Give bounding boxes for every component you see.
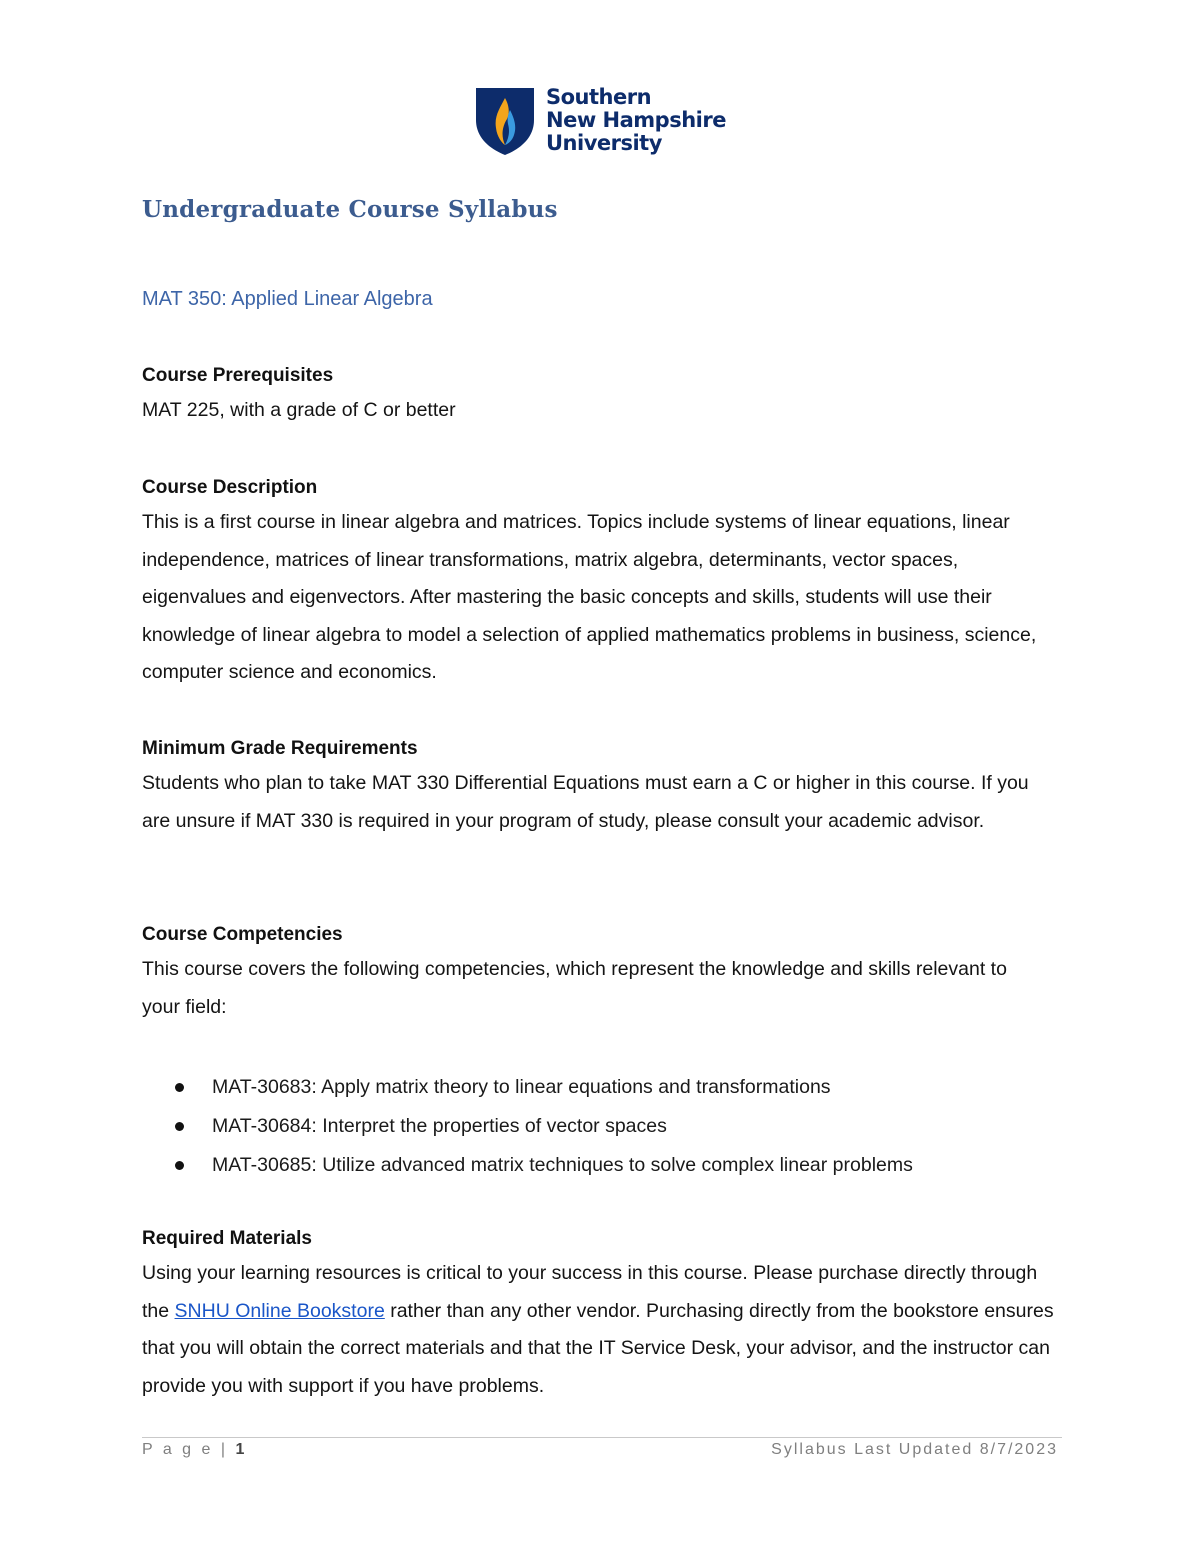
footer-divider: [142, 1437, 1062, 1438]
snhu-logo: [474, 86, 734, 158]
description-text: This is a first course in linear algebra and matrices. Topics include systems of linear equations, linear independence, matrices of linear transformations, matrix algebra, determinants, vector spaces, eigenvalues and eigenvectors. After mastering the basic concepts and skills, students will use their knowledge of linear algebra to model a selection of applied mathematics problems in business, science, computer science and economics.: [142, 511, 1037, 683]
materials-section: [142, 1227, 1062, 1405]
materials-text-before: Using your learning resources is critical to your success in this course. Please purchase directly through the: [142, 1262, 1038, 1322]
grade-requirements-heading: Minimum Grade Requirements: [142, 738, 418, 759]
page-number: [142, 1441, 247, 1459]
prerequisites-heading: Course Prerequisites: [142, 365, 334, 386]
prerequisites-text: MAT 225, with a grade of C or better: [142, 399, 456, 421]
materials-heading: Required Materials: [142, 1228, 312, 1249]
bullet-icon: [175, 1122, 184, 1131]
competencies-list: [142, 1068, 1062, 1184]
logo-line-2: New Hampshire: [546, 108, 726, 132]
bullet-icon: [175, 1083, 184, 1092]
prerequisites-section: [142, 364, 1062, 430]
grade-requirements-section: [142, 737, 1062, 840]
competency-text: MAT-30683: Apply matrix theory to linear equations and transformations: [212, 1076, 831, 1098]
logo-line-3: University: [546, 131, 662, 155]
list-item: [142, 1107, 1062, 1146]
list-item: [142, 1068, 1062, 1107]
competency-text: MAT-30685: Utilize advanced matrix techniques to solve complex linear problems: [212, 1153, 913, 1176]
materials-text: [142, 1255, 1062, 1405]
grade-requirements-text: Students who plan to take MAT 330 Differential Equations must earn a C or higher in this course. If you are unsure if MAT 330 is required in your program of study, please consult your academic advisor.: [142, 772, 1029, 832]
competency-text: MAT-30684: Interpret the properties of vector spaces: [212, 1114, 667, 1137]
logo-line-1: Southern: [546, 85, 652, 109]
last-updated: Syllabus Last Updated 8/7/2023: [771, 1441, 1058, 1458]
list-item: [142, 1146, 1062, 1185]
logo-wordmark: [546, 86, 726, 155]
document-title: Undergraduate Course Syllabus: [142, 196, 558, 223]
description-heading: Course Description: [142, 477, 318, 498]
competencies-section: [142, 923, 1062, 1026]
page-number-value: 1: [235, 1441, 248, 1458]
bookstore-link[interactable]: SNHU Online Bookstore: [174, 1299, 385, 1322]
course-code-title: MAT 350: Applied Linear Algebra: [142, 288, 433, 310]
competencies-intro: This course covers the following competencies, which represent the knowledge and skills relevant to your field:: [142, 958, 1007, 1018]
bullet-icon: [175, 1161, 184, 1170]
description-section: [142, 476, 1062, 692]
competencies-heading: Course Competencies: [142, 924, 343, 945]
materials-text-after: rather than any other vendor. Purchasing directly from the bookstore ensures that you will obtain the correct materials and that the IT Service Desk, your advisor, and the instructor can provide you with support if you have problems.: [142, 1299, 1054, 1397]
shield-flame-icon: [474, 86, 536, 156]
page-label: P a g e |: [142, 1441, 229, 1458]
